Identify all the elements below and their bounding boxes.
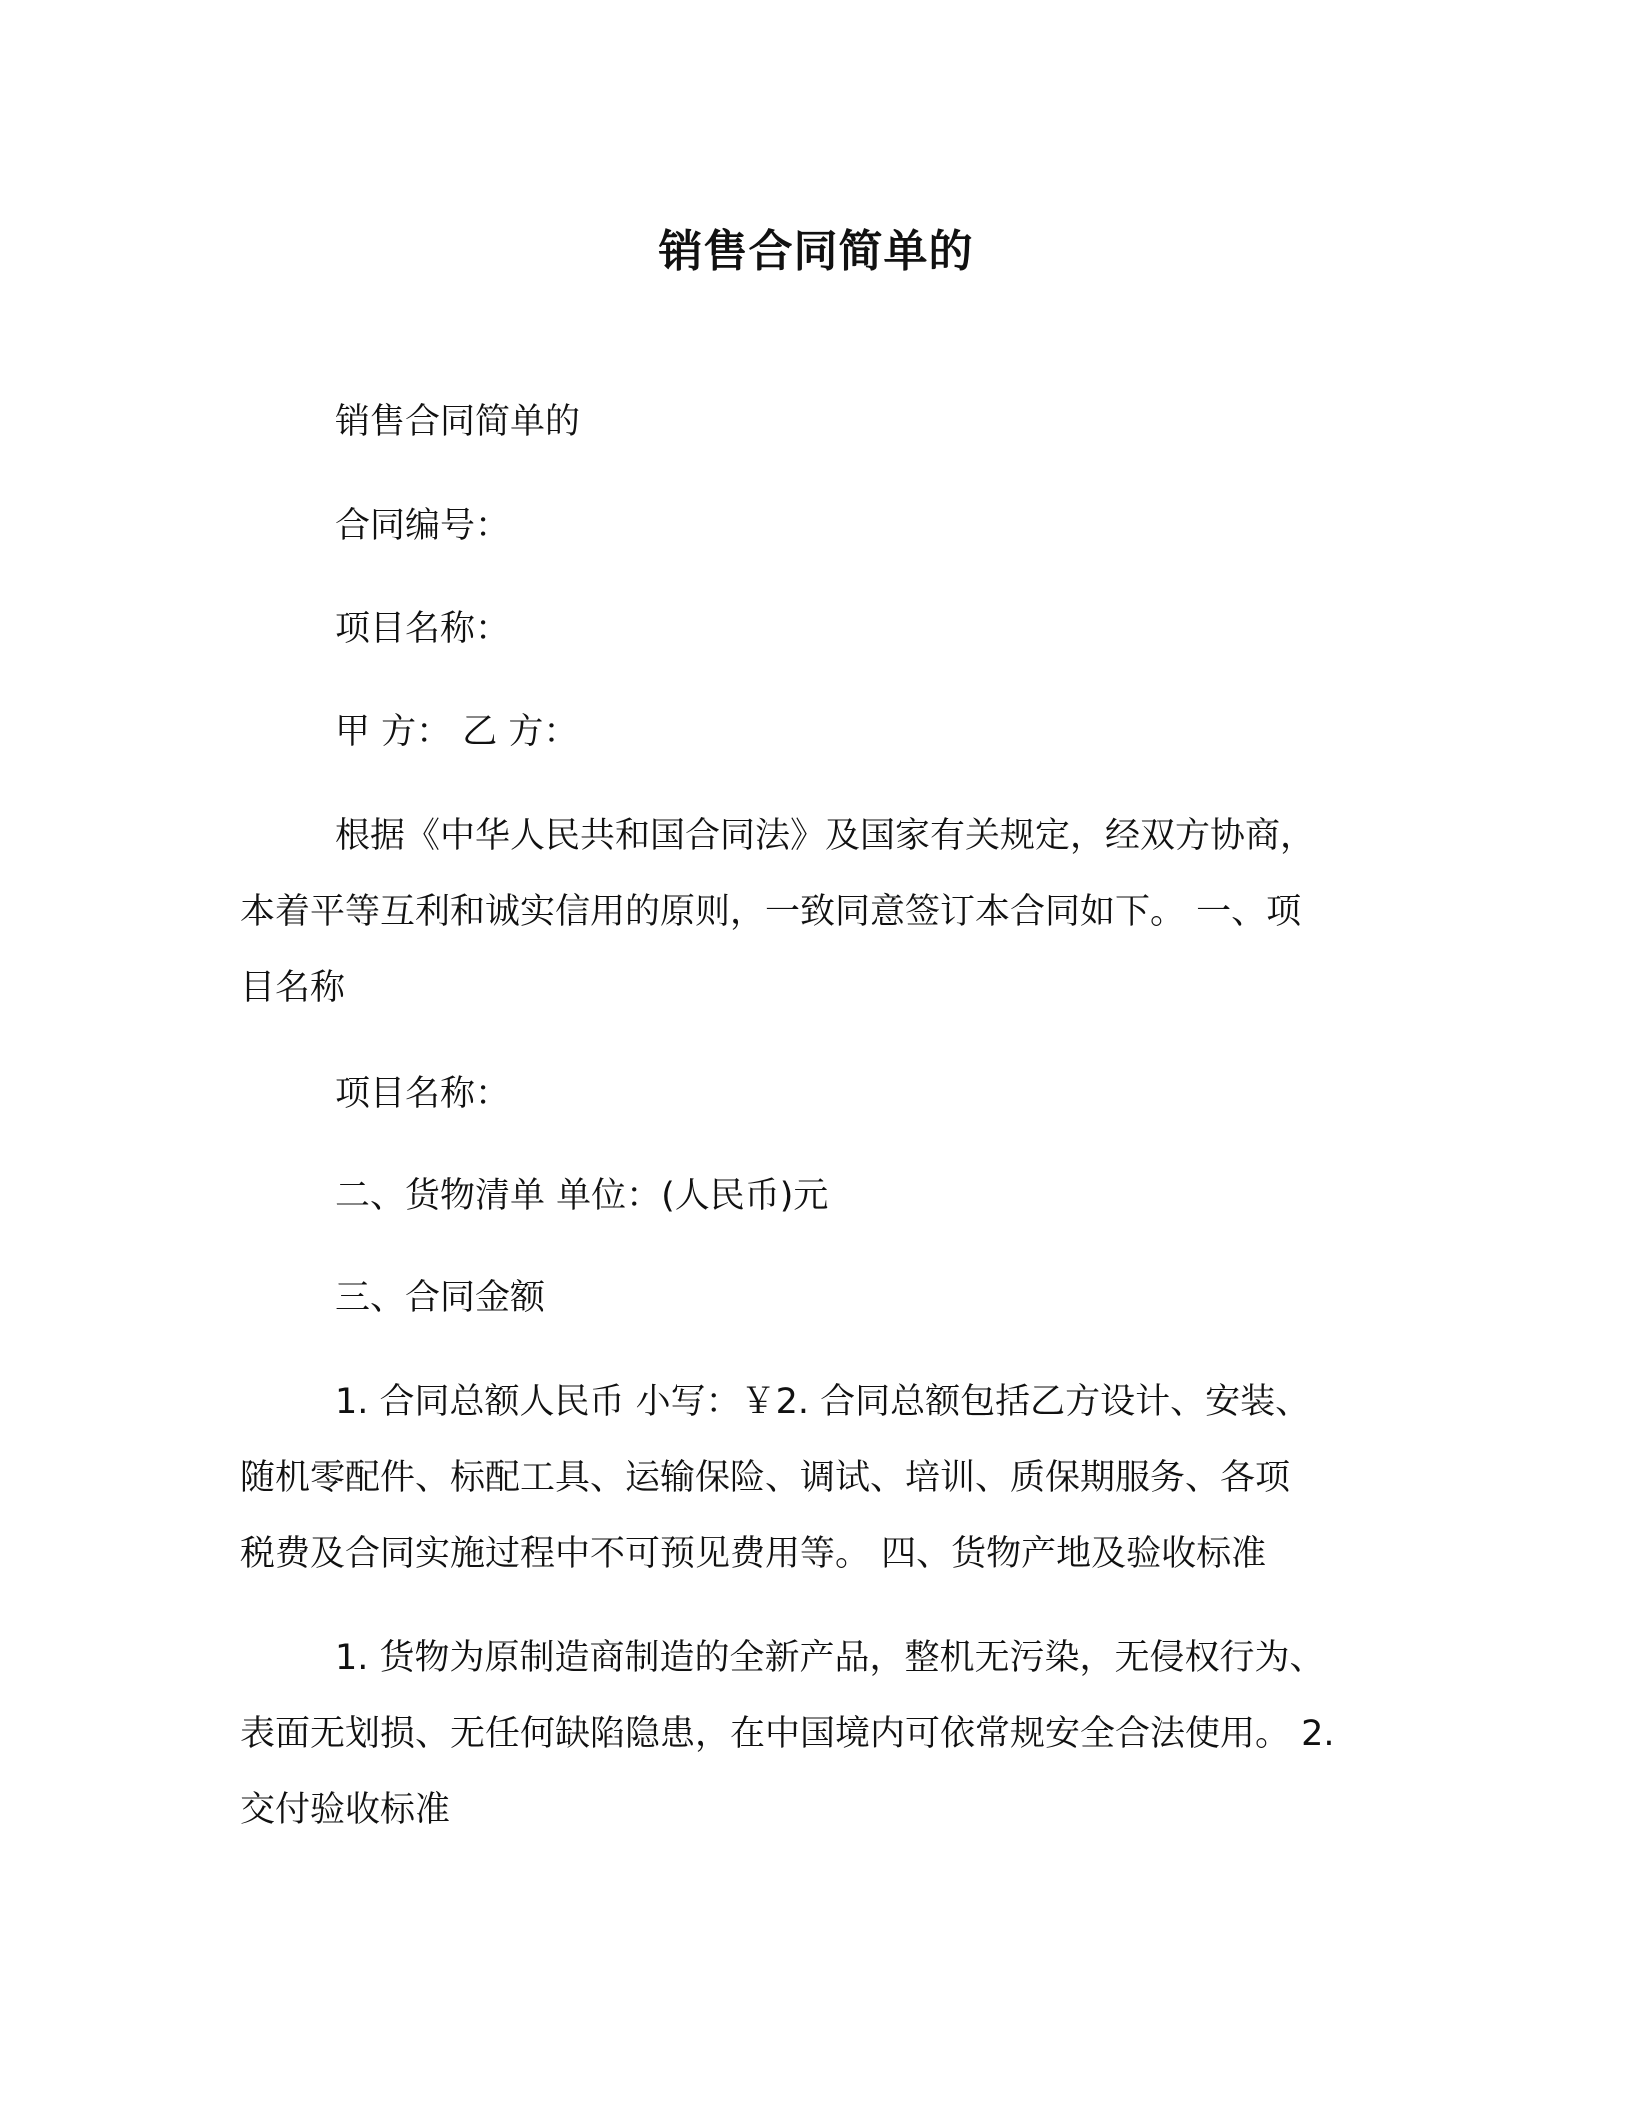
paragraph-line: 三、合同金额 [335, 1278, 546, 1318]
paragraph-origin-acceptance [240, 1620, 1400, 1848]
paragraph-parties [240, 694, 1400, 770]
paragraph-line: 表面无划损、无任何缺陷隐患，在中国境内可依常规安全合法使用。 2. [240, 1714, 1335, 1754]
paragraph-line: 1. 合同总额人民币 小写：￥2. 合同总额包括乙方设计、安装、 [335, 1382, 1311, 1422]
paragraph-preamble [240, 798, 1400, 1026]
paragraph-amount-details [240, 1364, 1400, 1592]
paragraph-line: 根据《中华人民共和国合同法》及国家有关规定，经双方协商， [335, 816, 1316, 856]
paragraph-subtitle [240, 384, 1400, 460]
paragraph-line: 本着平等互利和诚实信用的原则，一致同意签订本合同如下。 一、项 [240, 892, 1302, 932]
paragraph-line: 合同编号： [335, 506, 511, 546]
paragraph-line: 销售合同简单的 [335, 402, 581, 442]
paragraph-goods-list [240, 1158, 1400, 1234]
paragraph-contract-amount [240, 1260, 1400, 1336]
paragraph-line: 二、货物清单 单位：(人民币)元 [335, 1176, 829, 1216]
paragraph-line: 目名称 [240, 968, 346, 1008]
paragraph-line: 交付验收标准 [240, 1790, 451, 1830]
paragraph-contract-number [240, 488, 1400, 564]
paragraph-line: 税费及合同实施过程中不可预见费用等。 四、货物产地及验收标准 [240, 1534, 1267, 1574]
paragraph-project-name-2 [240, 1056, 1400, 1132]
paragraph-line: 甲 方： 乙 方： [335, 712, 579, 752]
paragraph-line: 项目名称： [335, 1074, 511, 1114]
document-title: 销售合同简单的 [658, 226, 974, 277]
paragraph-project-name [240, 591, 1400, 667]
paragraph-line: 随机零配件、标配工具、运输保险、调试、培训、质保期服务、各项 [240, 1458, 1291, 1498]
paragraph-line: 项目名称： [335, 609, 511, 649]
paragraph-line: 1. 货物为原制造商制造的全新产品，整机无污染，无侵权行为、 [335, 1638, 1325, 1678]
